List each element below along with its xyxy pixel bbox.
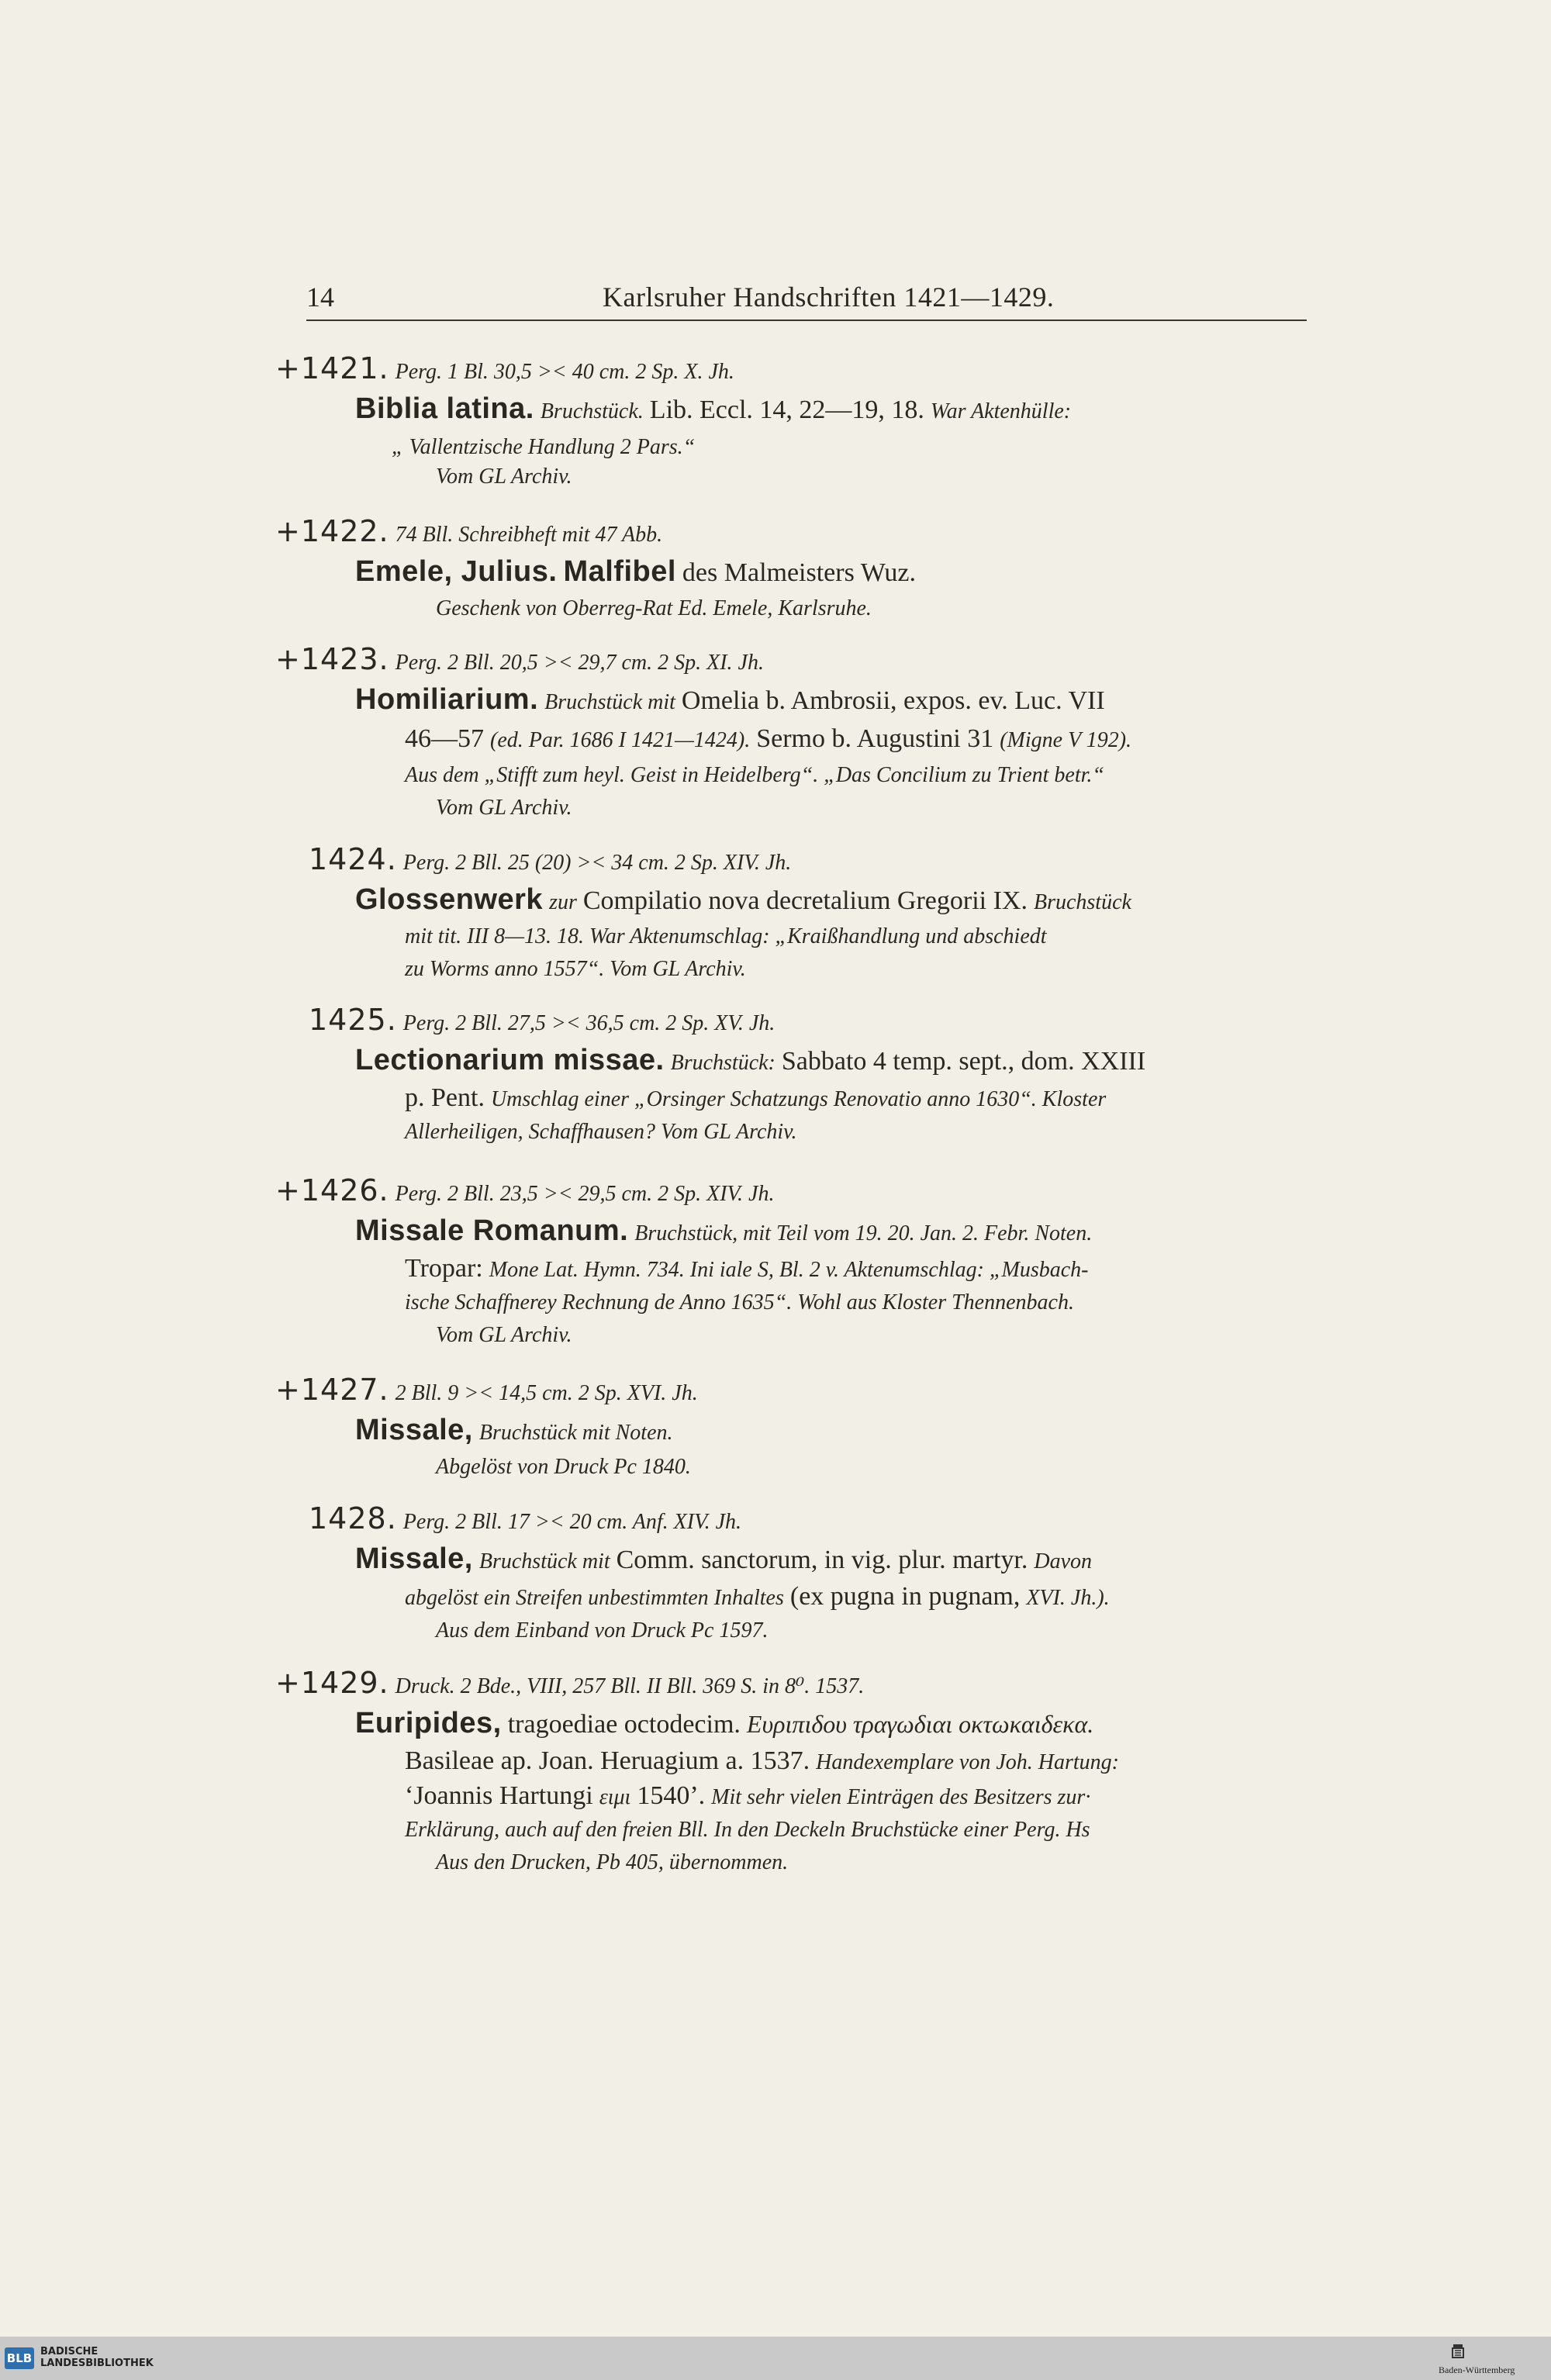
entry-title: Lectionarium missae.	[355, 1044, 665, 1076]
entry-number: 1424.	[309, 842, 397, 876]
entry-number: 1428.	[309, 1501, 397, 1535]
baden-wuerttemberg-seal-icon	[1450, 2343, 1466, 2360]
entry-meta: Druck. 2 Bde., VIII, 257 Bll. II Bll. 369 S. in 8⁰. 1537.	[395, 1674, 865, 1698]
entry-title: Euripides,	[355, 1707, 502, 1739]
entry-meta: 74 Bll. Schreibheft mit 47 Abb.	[395, 523, 663, 547]
blb-logo[interactable]: BLB	[5, 2347, 34, 2369]
running-title: Karlsruher Handschriften 1421—1429.	[603, 282, 1055, 313]
viewer-footer-bar	[0, 2337, 1551, 2380]
page-header	[306, 273, 1307, 321]
state-label: Baden-Württemberg	[1439, 2364, 1515, 2375]
entry-number: +1427.	[275, 1373, 389, 1407]
entry-title: Biblia latina.	[355, 392, 534, 425]
entry-meta: Perg. 2 Bll. 17 >< 20 cm. Anf. XIV. Jh.	[402, 1510, 742, 1534]
page-number: 14	[306, 282, 334, 313]
entry-number: +1426.	[275, 1173, 389, 1207]
entry-meta: Perg. 2 Bll. 23,5 >< 29,5 cm. 2 Sp. XIV. Jh.	[395, 1182, 775, 1206]
entry-number: +1421.	[275, 351, 389, 385]
entry-title: Missale,	[355, 1542, 473, 1575]
entry-number: +1429.	[275, 1666, 389, 1700]
entry-number: 1425.	[309, 1003, 397, 1037]
entry-number: +1422.	[275, 514, 389, 548]
entry-title: Homiliarium.	[355, 683, 539, 716]
entry-title: Missale Romanum.	[355, 1214, 629, 1247]
entry-title: Missale,	[355, 1414, 473, 1446]
entry-title: Glossenwerk	[355, 883, 544, 916]
library-name: BADISCHE LANDESBIBLIOTHEK	[40, 2346, 154, 2369]
entry-meta: Perg. 2 Bll. 25 (20) >< 34 cm. 2 Sp. XIV. Jh.	[402, 851, 792, 875]
entry-meta: 2 Bll. 9 >< 14,5 cm. 2 Sp. XVI. Jh.	[395, 1381, 698, 1405]
entry-title: Emele, Julius.	[355, 555, 558, 588]
entry-meta: Perg. 2 Bll. 20,5 >< 29,7 cm. 2 Sp. XI. Jh.	[395, 651, 764, 675]
entry-meta: Perg. 2 Bll. 27,5 >< 36,5 cm. 2 Sp. XV. Jh.	[402, 1011, 776, 1035]
document-page: 14 Karlsruher Handschriften 1421—1429. +1421. Perg. 1 Bl. 30,5 >< 40 cm. 2 Sp. X. Jh. Biblia latina. Bruchstück. Lib. Eccl. 14, 22—19, 18. War Aktenhülle: „ Vallentzische Handlung 2 Pars.“ Vom GL Archiv. +1422. 74 Bll. Schreibheft mit 47 Abb. Emele, Julius. Malfibel des Malmeisters Wuz. Geschenk von Oberreg-Rat Ed. Emele, Karlsruhe. +1423. Perg. 2 Bll. 20,5 >< 29,7 cm. 2 Sp. XI. Jh. Homiliarium. Bruchstück mit Omelia b. Ambrosii, expos. ev. Luc. VII 46—57 (ed. Par. 1686 I 1421—1424). Sermo b. Augustini 31 (Migne V 192). Aus dem „Stifft zum heyl. Geist in Heidelberg“. „Das Concilium zu Trient betr.“ Vom GL Archiv. 1424. Perg. 2 Bll. 25 (20) >< 34 cm. 2 Sp. XIV. Jh. Glossenwerk zur Compilatio nova decretalium Gregorii IX. Bruchstück mit tit. III 8—13. 18. War Aktenumschlag: „Kraißhandlung und abschiedt zu Worms anno 1557“. Vom GL Archiv. 1425. Perg. 2 Bll. 27,5 >< 36,5 cm. 2 Sp. XV. Jh. Lectionarium missae. Bruchstück: Sabbato 4 temp. sept., dom. XXIII p. Pent. Umschlag einer „Orsinger Schatzungs Renovatio anno 1630“. Kloster Allerheiligen, Schaffhausen? Vom GL Archiv. +1426. Perg. 2 Bll. 23,5 >< 29,5 cm. 2 Sp. XIV. Jh. Missale Romanum. Bruchstück, mit Teil vom 19. 20. Jan. 2. Febr. Noten. Tropar: Mone Lat. Hymn. 734. Ini iale S, Bl. 2 v. Aktenumschlag: „Musbach- ische Schaffnerey Rechnung de Anno 1635“. Wohl aus Kloster Thennenbach. Vom GL Archiv. +1427. 2 Bll. 9 >< 14,5 cm. 2 Sp. XVI. Jh. Missale, Bruchstück mit Noten. Abgelöst von Druck Pc 1840. 1428. Perg. 2 Bll. 17 >< 20 cm. Anf. XIV. Jh. Missale, Bruchstück mit Comm. sanctorum, in vig. plur. martyr. Davon abgelöst ein Streifen unbestimmten Inhaltes (ex pugna in pugnam, XVI. Jh.). Aus dem Einband von Druck Pc 1597. +1429. Druck. 2 Bde., VIII, 257 Bll. II Bll. 369 S. in 8⁰. 1537. Euripides, tragoediae octodecim. Ευριπιδου τραγωδιαι οκτωκαιδεκα. Basileae ap. Joan. Heruagium a. 1537. Handexemplare von Joh. Hartung: ‘Joannis Hartungi ειμι 1540’. Mit sehr vielen Einträgen des Besitzers zur· Erklärung, auch auf den freien Bll. In den Deckeln Bruchstücke einer Perg. Hs Aus den Drucken, Pb 405, übernommen.	[0, 0, 1551, 2380]
entry-number: +1423.	[275, 642, 389, 676]
entry-meta: Perg. 1 Bl. 30,5 >< 40 cm. 2 Sp. X. Jh.	[395, 360, 734, 384]
